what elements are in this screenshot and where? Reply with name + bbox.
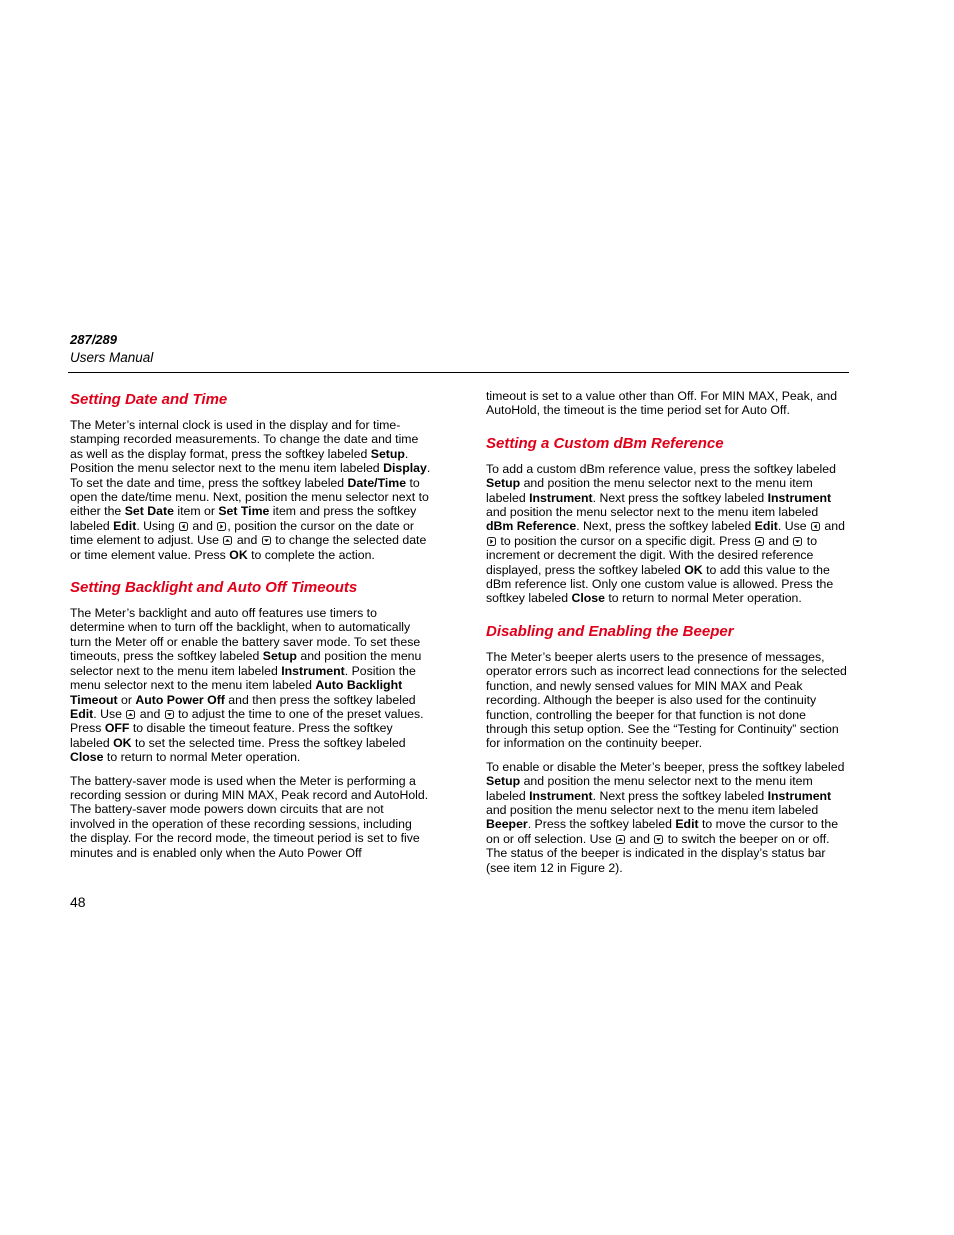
up-arrow-key-icon [126,710,135,719]
section-battery-saver-continued [486,389,848,418]
up-arrow-key-icon [223,536,232,545]
down-arrow-key-icon [262,536,271,545]
paragraph-battery-saver: The battery-saver mode is used when the Meter is performing a recording session or during MIN MAX, Peak record and AutoHold. The battery-saver mode powers down circuits that are not involved in the operation of these recording sessions, including the display. For the record mode, the timeout period is set to five minutes and is enabled only when the Auto Power Off [70,773,429,860]
section-title-backlight-timeouts: Setting Backlight and Auto Off Timeouts [70,579,358,597]
header-rule [68,372,849,373]
section-backlight-timeouts [70,578,432,860]
right-column [486,390,848,891]
right-arrow-key-icon [217,522,226,531]
section-title-date-time: Setting Date and Time [70,391,228,408]
up-arrow-key-icon [755,537,764,546]
paragraph-date-time: The Meter’s internal clock is used in the display and for time-stamping recorded measurements. To change the date and time as well as the display format, press the softkey labeled Setup. Position the menu selector next to the menu item labeled Display. To set the date and time, press the softkey labeled Date/Time to open the date/time menu. Next, position the menu selector next to either the Set Date item or Set Time item and press the softkey labeled Edit. Using and , position the cursor on the date or time element to adjust. Use and to change the selected date or time element value. Press OK to complete the action. [70,418,431,562]
paragraph-beeper-intro: The Meter’s beeper alerts users to the presence of messages, operator errors such as incorrect lead connections for the selected function, and newly sensed values for MIN MAX and Peak recording. Although the beeper is also used for the continuity function, controlling the beeper for that function is not done through this setup option. See the “Testing for Continuity” section for information on the continuity beeper. [486,649,847,751]
paragraph-battery-saver-continued: timeout is set to a value other than Off. For MIN MAX, Peak, and AutoHold, the timeout is the time period set for Auto Off. [486,389,838,418]
paragraph-backlight-timeouts: The Meter’s backlight and auto off features use timers to determine when to turn off the backlight, when to automatically turn the Meter off or enable the battery saver mode. To set these timeouts, press the softkey labeled Setup and position the menu selector next to the menu item labeled Instrument. Position the menu selector next to the menu item labeled Auto Backlight Timeout or Auto Power Off and then press the softkey labeled Edit. Use and to adjust the time to one of the preset values. Press OFF to disable the timeout feature. Press the softkey labeled OK to set the selected time. Press the softkey labeled Close to return to normal Meter operation. [70,606,424,765]
down-arrow-key-icon [165,710,174,719]
left-arrow-key-icon [811,522,820,531]
header-manual-title: Users Manual [70,350,154,365]
left-column [70,390,432,876]
right-arrow-key-icon [487,537,496,546]
section-date-time [70,390,432,562]
section-title-beeper: Disabling and Enabling the Beeper [486,622,734,640]
up-arrow-key-icon [616,835,625,844]
paragraph-dbm-reference: To add a custom dBm reference value, press the softkey labeled Setup and position the menu selector next to the menu item labeled Instrument. Next press the softkey labeled Instrument and position the menu selector next to the menu item labeled dBm Reference. Next, press the softkey labeled Edit. Use and to position the cursor on a specific digit. Press and to increment or decrement the digit. With the desired reference displayed, press the softkey labeled OK to add this value to the dBm reference list. Only one custom value is allowed. Press the softkey labeled Close to return to normal Meter operation. [486,461,845,606]
down-arrow-key-icon [654,835,663,844]
down-arrow-key-icon [793,537,802,546]
section-title-dbm-reference: Setting a Custom dBm Reference [486,434,724,452]
left-arrow-key-icon [179,522,188,531]
paragraph-beeper-toggle: To enable or disable the Meter’s beeper, press the softkey labeled Setup and position the menu selector next to the menu item labeled Instrument. Next press the softkey labeled Instrument and position the menu selector next to the menu item labeled Beeper. Press the softkey labeled Edit to move the cursor to the on or off selection. Use and to switch the beeper on or off. The status of the beeper is indicated in the display’s status bar (see item 12 in Figure 2). [486,759,845,875]
section-beeper [486,622,848,875]
header-model: 287/289 [70,332,117,347]
section-dbm-reference [486,434,848,606]
page-number: 48 [70,894,86,910]
